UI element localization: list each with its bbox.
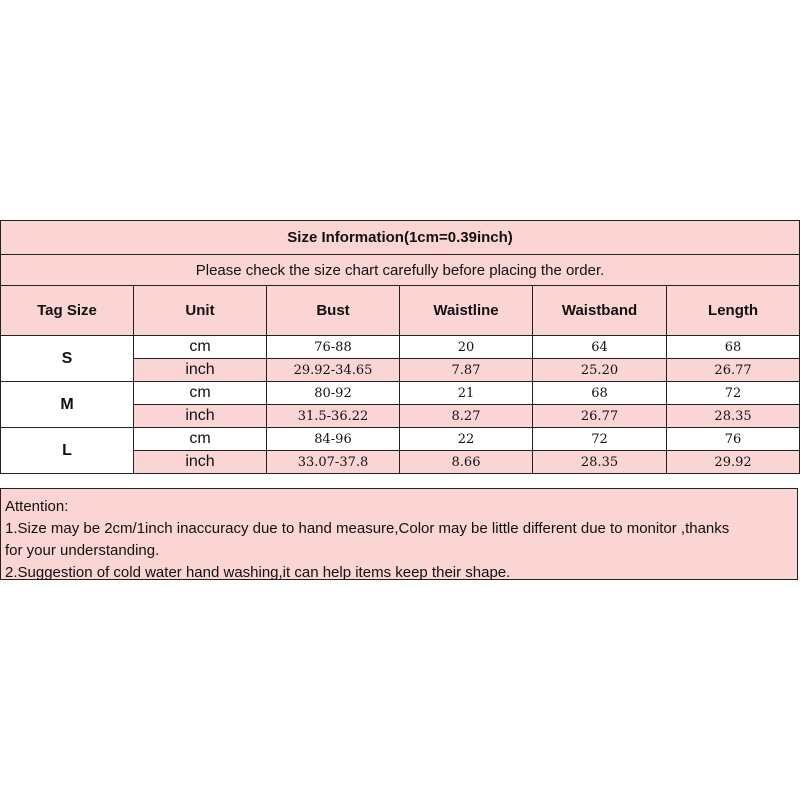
waistband-cell: 68 xyxy=(533,382,667,405)
length-cell: 76 xyxy=(667,428,800,451)
waistline-cell: 7.87 xyxy=(400,359,533,382)
table-row xyxy=(1,382,800,405)
bust-cell: 29.92-34.65 xyxy=(267,359,400,382)
tag-size-s: S xyxy=(1,336,134,382)
table-subtitle: Please check the size chart carefully before placing the order. xyxy=(1,255,800,286)
waistline-cell: 8.27 xyxy=(400,405,533,428)
header-waistline: Waistline xyxy=(400,286,533,336)
table-row xyxy=(1,428,800,451)
header-bust: Bust xyxy=(267,286,400,336)
bust-cell: 76-88 xyxy=(267,336,400,359)
header-length: Length xyxy=(667,286,800,336)
header-waistband: Waistband xyxy=(533,286,667,336)
table-title: Size Information(1cm=0.39inch) xyxy=(1,221,800,255)
waistline-cell: 8.66 xyxy=(400,451,533,474)
header-tag-size: Tag Size xyxy=(1,286,134,336)
notes-line-1-continued: for your understanding. xyxy=(5,542,160,559)
unit-cell: cm xyxy=(134,382,267,405)
length-cell: 72 xyxy=(667,382,800,405)
tag-size-l: L xyxy=(1,428,134,474)
waistband-cell: 64 xyxy=(533,336,667,359)
length-cell: 68 xyxy=(667,336,800,359)
header-row xyxy=(1,286,800,336)
notes-heading: Attention: xyxy=(5,498,69,515)
table-row xyxy=(1,336,800,359)
waistband-cell: 72 xyxy=(533,428,667,451)
notes-line-1: 1.Size may be 2cm/1inch inaccuracy due to hand measure,Color may be little different due to monitor ,thanks xyxy=(5,520,730,537)
header-unit: Unit xyxy=(134,286,267,336)
unit-cell: inch xyxy=(134,451,267,474)
waistband-cell: 26.77 xyxy=(533,405,667,428)
waistline-cell: 21 xyxy=(400,382,533,405)
length-cell: 26.77 xyxy=(667,359,800,382)
attention-notes xyxy=(0,488,798,580)
unit-cell: inch xyxy=(134,405,267,428)
unit-cell: inch xyxy=(134,359,267,382)
size-chart xyxy=(0,220,800,474)
title-row xyxy=(1,221,800,255)
bust-cell: 84-96 xyxy=(267,428,400,451)
notes-line-2: 2.Suggestion of cold water hand washing,it can help items keep their shape. xyxy=(5,564,511,581)
bust-cell: 31.5-36.22 xyxy=(267,405,400,428)
length-cell: 28.35 xyxy=(667,405,800,428)
unit-cell: cm xyxy=(134,428,267,451)
tag-size-m: M xyxy=(1,382,134,428)
length-cell: 29.92 xyxy=(667,451,800,474)
waistline-cell: 20 xyxy=(400,336,533,359)
bust-cell: 33.07-37.8 xyxy=(267,451,400,474)
waistband-cell: 25.20 xyxy=(533,359,667,382)
subtitle-row xyxy=(1,255,800,286)
size-table xyxy=(0,220,800,474)
unit-cell: cm xyxy=(134,336,267,359)
waistband-cell: 28.35 xyxy=(533,451,667,474)
waistline-cell: 22 xyxy=(400,428,533,451)
bust-cell: 80-92 xyxy=(267,382,400,405)
